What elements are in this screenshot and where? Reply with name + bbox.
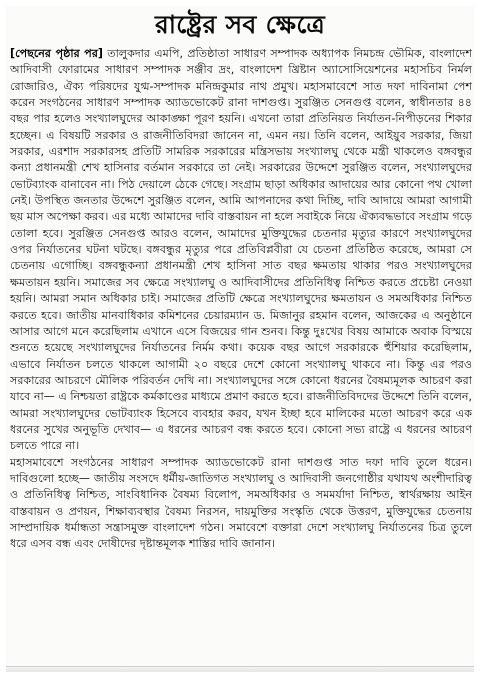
continuation-label: [পেছনের পৃষ্ঠার পর] [10, 47, 103, 60]
newspaper-clipping [6, 6, 474, 672]
article-body [6, 46, 474, 664]
headline: রাষ্ট্রের সব ক্ষেত্রে [154, 9, 326, 39]
article-paragraph-1 [10, 46, 472, 455]
article-paragraph-2: মহাসমাবেশে সংগঠনের সাধারণ সম্পাদক অ্যাডভোকেট রানা দাশগুপ্ত সাত দফা দাবি তুলে ধরেন। দাবিগুলো হচ্ছে— জাতীয় সংসদে ধর্মীয়-জাতিগত সংখ্যালঘু ও আদিবাসী জনগোষ্ঠীর যথাযথ অংশীদারিত্ব ও প্রতিনিধিত্ব নিশ্চিত, সাংবিধানিক বৈষম্য বিলোপ, সমঅধিকার ও সমমর্যাদা নিশ্চিত, স্বার্থরক্ষায় আইন বাস্তবায়ন ও প্রণয়ন, শিক্ষাব্যবস্থার বৈষম্য নিরসন, দায়মুক্তির সংস্কৃতি থেকে উত্তরণ, মুক্তিযুদ্ধের চেতনায় সাম্প্রদায়িক ধর্মান্ধতা সন্ত্রাসমুক্ত বাংলাদেশ গঠন। সমাবেশে বক্তারা দেশে সংখ্যালঘু নির্যাতনের চিত্র তুলে ধরে এসব বন্ধ এবং দোষীদের দৃষ্টান্তমূলক শাস্তির দাবি জানান। [10, 455, 472, 551]
paragraph-1-text: তালুকদার এমপি, প্রতিষ্ঠাতা সাধারণ সম্পাদক অধ্যাপক নিমচন্দ্র ভৌমিক, বাংলাদেশ আদিবাসী ফোরামের সাধারণ সম্পাদক সঞ্জীব দ্রং, বাংলাদেশ খ্রিষ্টান অ্যাসোসিয়েশনের মহাসচিব নির্মল রোজারিও, ঐক্য পরিষদের যুগ্ম-সম্পাদক মনিন্দ্রকুমার নাথ প্রমুখ। মহাসমাবেশে সাত দফা দাবিনামা পেশ করেন সংগঠনের সাধারণ সম্পাদক অ্যাডভোকেট রানা দাশগুপ্ত। সুরঞ্জিত সেনগুপ্ত বলেন, স্বাধীনতার ৪৪ বছর পার হলেও সংখ্যালঘুদের আকাঙ্ক্ষা পূরণ হয়নি। এখনো তারা প্রতিনিয়ত নির্যাতন-নিপীড়নের শিকার হচ্ছেন। এ বিষয়টি সরকার ও রাজনীতিবিদরা জানেন না, এমন নয়। তিনি বলেন, আইয়ুব সরকার, জিয়া সরকার, এরশাদ সরকারসহ প্রতিটি সামরিক সরকারের মন্ত্রিসভায় সংখ্যালঘু থেকে মন্ত্রী থাকলেও বঙ্গবন্ধুর কন্যা প্রধানমন্ত্রী শেখ হাসিনার বর্তমান সরকারে তা নেই। সরকারের উদ্দেশে সুরঞ্জিত বলেন, সংখ্যালঘুদের ভোটব্যাংক বানাবেন না। পিঠ দেয়ালে ঠেকে গেছে। সংগ্রাম ছাড়া অধিকার আদায়ের আর কোনো পথ খোলা নেই। উপস্থিত জনতার উদ্দেশে সুরঞ্জিত বলেন, আমি আপনাদের কথা দিচ্ছি, দাবি আদায়ে আমরা আগামী ছয় মাস অপেক্ষা করব। এর মধ্যে আমাদের দাবি বাস্তবায়ন না হলে সবাইকে নিয়ে ঐক্যবদ্ধভাবে সংগ্রাম গড়ে তোলা হবে। সুরঞ্জিত সেনগুপ্ত আরও বলেন, আমাদের মুক্তিযুদ্ধের চেতনার মৃত্যুর কারণে সংখ্যালঘুদের ওপর নির্যাতনের ঘটনা ঘটছে। বঙ্গবন্ধুর মৃত্যুর পরে প্রতিবিপ্লবীরা যে চেতনা প্রতিষ্ঠিত করেছে, আমরা সে চেতনায় এগোচ্ছি। বঙ্গবন্ধুকন্যা প্রধানমন্ত্রী শেখ হাসিনা সাত বছর ক্ষমতায় থাকার পরও সংখ্যালঘুদের ক্ষমতায়ন হয়নি। সমাজের সব ক্ষেত্রে সংখ্যালঘু ও আদিবাসীদের প্রতিনিধিত্ব নিশ্চিত করতে প্রচেষ্টা নেওয়া হয়নি। আমরা সমান অধিকার চাই। সমাজের প্রতিটি ক্ষেত্রে সংখ্যালঘুদের ক্ষমতায়ন ও সমঅধিকার নিশ্চিত করতে হবে। জাতীয় মানবাধিকার কমিশনের চেয়ারম্যান ড. মিজানুর রহমান বলেন, আজকের এ অনুষ্ঠানে আসার আগে মনে করেছিলাম এখানে এসে বিজয়ের গান শুনব। কিন্তু দুঃখের বিষয় আমাকে অবাক বিস্ময়ে শুনতে হয়েছে সংখ্যালঘুদের নির্যাতনের নির্মম কথা। কয়েক বছর আগে সরকারকে হুঁশিয়ার করেছিলাম, এভাবে নির্যাতন চলতে থাকলে আগামী ২০ বছরে দেশে কোনো সংখ্যালঘু থাকবে না। কিন্তু এর পরও সরকারের আচরণে মৌলিক পরিবর্তন দেখি না। সংখ্যালঘুদের সঙ্গে কোনো ধরনের বৈষম্যমূলক আচরণ করা যাবে না— এ নিশ্চয়তা রাষ্ট্রকে কর্মকাণ্ডের মাধ্যমে প্রমাণ করতে হবে। রাজনীতিবিদদের উদ্দেশে তিনি বলেন, আমরা সংখ্যালঘুদের ভোটব্যাংক হিসেবে ব্যবহার করব, যখন ইচ্ছা হবে মালিকের মতো আচরণ করে এক ধরনের সুখের অনুভূতি দেখাব— এ ধরনের আচরণ বন্ধ করতে হবে। কোনো সভ্য রাষ্ট্রে এ ধরনের আচরণ চলতে পারে না। [10, 47, 472, 453]
bottom-divider [6, 666, 474, 672]
